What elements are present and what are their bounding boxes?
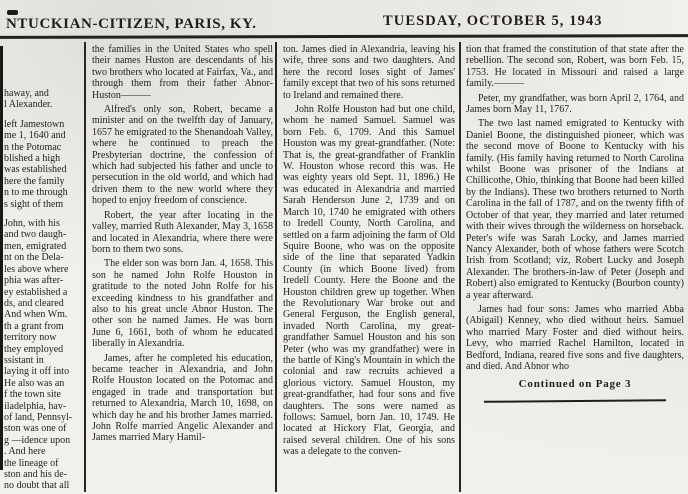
text-fragment-line: territory now — [4, 332, 57, 344]
text-fragment-line: me 1, 1640 and — [4, 130, 66, 142]
text-fragment-line: g —idence upon — [4, 434, 71, 446]
text-fragment-line: th a grant from — [4, 320, 64, 332]
newspaper-masthead: NTUCKIAN-CITIZEN, PARIS, KY. — [6, 16, 257, 32]
text-fragment-line: And when Wm. — [4, 309, 68, 321]
article-column-3-text — [466, 44, 684, 372]
text-fragment-line: n to me through — [4, 187, 68, 199]
paragraph: the families in the United States who spell their names Huston are descendants of his two brothers who located at Fairfax, Va., and through them from their father Abnor-Huston——— — [92, 44, 273, 101]
text-fragment-line: ston was one of — [4, 423, 67, 435]
paragraph: The elder son was born Jan. 4, 1658. This son he named John Rolfe Houston in gratitude to the noted John Rolfe for his exceeding kindness to his grandfather and also to his great uncle Abnor Huston. The other son he named James. He was born June 6, 1661, both of whom he educated liberally in Alexandria. — [92, 258, 273, 350]
text-fragment-line: He also was an — [4, 377, 65, 389]
text-fragment-line: men, emigrated — [4, 240, 67, 252]
text-fragment-line: laying it off into — [4, 366, 70, 378]
paragraph: The two last named emigrated to Kentucky with Daniel Boone, the distinguished pioneer, which was the second move of Boone to Kentucky with his family. (His family having returned to North Carolina whilst Boone was prisoner of the Indians at Chillicothe, Ohio, thinking that Boone had been killed by the Indians). These two brothers returned to North Carolina in the fall of 1787, and on the twenty fifth of October of that year, they married and later returned with their wives through the wilderness on horseback. Peter's wife was Sarah Locky, and James married Nancy Alexander, both of whose fathers were Scotch Irish from Scotland; viz, Robert Lucky and Joseph Alexander. The brothers-in-law of Peter (Joseph and Robert) also emigrated to Kentucky (Bourbon county) a year afterward. — [466, 118, 684, 301]
paragraph: Peter, my grandfather, was born April 2, 1764, and James born May 11, 1767. — [466, 92, 684, 116]
text-fragment-line: John, with his — [4, 218, 60, 230]
article-column-1 — [92, 44, 273, 494]
text-fragment-line: s sight of them — [4, 198, 64, 210]
text-fragment-line: nt on the Dela- — [4, 252, 64, 264]
paragraph: Alfred's only son, Robert, became a minister and on the twelfth day of January, 1657 he emigrated to the Shenandoah Valley, where he continued to preach the Presbyterian doctrine, the confession of which had subjected his father and uncle to persecution in the old world, and which had driven them to the new world where they hoped to enjoy freedom of conscience. — [92, 104, 273, 207]
text-fragment-line: ston and his de- — [4, 469, 68, 480]
text-fragment-line: f the town site — [4, 389, 61, 401]
ink-smudge — [7, 10, 18, 15]
text-fragment-block — [4, 218, 80, 492]
text-fragment-line: and two daugh- — [4, 229, 67, 241]
text-fragment-line: haway, and — [4, 88, 49, 99]
column-cutoff-fragments — [4, 44, 80, 494]
text-fragment-line: ssistant in — [4, 354, 44, 366]
newspaper-dateline: TUESDAY, OCTOBER 5, 1943 — [383, 13, 603, 29]
column-divider — [275, 42, 277, 492]
text-fragment-line: they employed — [4, 343, 64, 355]
paragraph: John Rolfe Houston had but one child, whom he named Samuel. Samuel was born Feb. 6, 1709. And this Samuel Houston was my great-grandfather. (Note: That is, the great-grandfather of Franklin W. Houston whose record this was. He was eighty years old Sept. 11, 1896.) He was educated in Alexandria and married Sarah Henderson June 2, 1739 and on March 10, 1740 he emigrated with others to Iredell County, North Carolina, and settled on a farm adjoining the farm of Old Squire Boone, who was on the opposite side of the line that separated Yadkin County (in which Boone lived) from Iredell County. Here the Boone and the Houston children grew up together. When the Revolutionary War broke out and General Ferguson, the English general, invaded North Carolina, my great-grandfather Samuel Houston and his son Peter (who was my grandfather) were in the battle of King's Mountain in which the colonial and raw recruits achieved a glorious victory. Samuel Houston, my great-grandfather, had four sons and five daughters. The sons were named as follows: Samuel, born Jan. 10, 1749. He located at Hickory Flat, Georgia, and raised several children. One of his sons was a delegate to the conven- — [283, 104, 455, 458]
text-fragment-line: the lineage of — [4, 457, 59, 469]
text-fragment-line: iladelphia, hav- — [4, 400, 67, 412]
text-fragment-line: les above where — [4, 263, 69, 275]
continued-on-page-notice: Continued on Page 3 — [518, 378, 632, 391]
paragraph: tion that framed the constitution of that state after the rebellion. The second son, Robert, was born Feb. 15, 1753. He located in Missouri and raised a large family.——— — [466, 44, 684, 90]
text-fragment-line: here the family — [4, 175, 65, 187]
text-fragment-block — [4, 88, 80, 111]
text-fragment-line: of land, Pennsyl- — [4, 411, 73, 423]
article-column-2 — [283, 44, 455, 494]
scan-edge-line — [0, 46, 3, 470]
text-fragment-block — [4, 119, 80, 210]
paragraph: ton. James died in Alexandria, leaving his wife, three sons and two daughters. And here the record loses sight of James' family except that two of his sons returned to Ireland and remained there. — [283, 44, 455, 101]
text-fragment-line: ey established a — [4, 286, 68, 298]
text-fragment-line: ds, and cleared — [4, 297, 64, 309]
article-end-rule — [484, 399, 666, 403]
column-divider — [84, 42, 86, 492]
text-fragment-line: . And here — [4, 446, 46, 458]
paragraph: Robert, the year after locating in the valley, married Ruth Alexander, May 3, 1658 and located in Alexandria, where there were born to them two sons. — [92, 209, 273, 255]
text-fragment-line: no doubt that all — [4, 480, 70, 492]
paragraph: James, after he completed his education, became teacher in Alexandria, and John Rolfe Houston located on the Potomac and engaged in trade and transportation but returned to Alexandria, March 10, 1698, on which day he and his brother James married. John Rolfe married Angelic Alexander and James married Mary Hamil- — [92, 352, 273, 444]
text-fragment-line: l Alexander. — [4, 99, 53, 111]
paragraph: James had four sons: James who married Abba (Abigail) Kenney, who died without heirs. Samuel who married Mary Foster and died without heirs. Levy, who married Rachel Hamilton, located in Bedford, Indiana, reared five sons and five daughters, and died. And Abnor who — [466, 303, 684, 372]
column-divider — [459, 42, 461, 492]
text-fragment-line: blished a high — [4, 153, 61, 165]
header-rule — [0, 34, 688, 39]
article-column-3 — [466, 44, 684, 402]
text-fragment-line: left Jamestown — [4, 118, 65, 130]
text-fragment-line: phia was after- — [4, 275, 64, 287]
text-fragment-line: n the Potomac — [4, 141, 62, 153]
text-fragment-line: was established — [4, 164, 67, 176]
